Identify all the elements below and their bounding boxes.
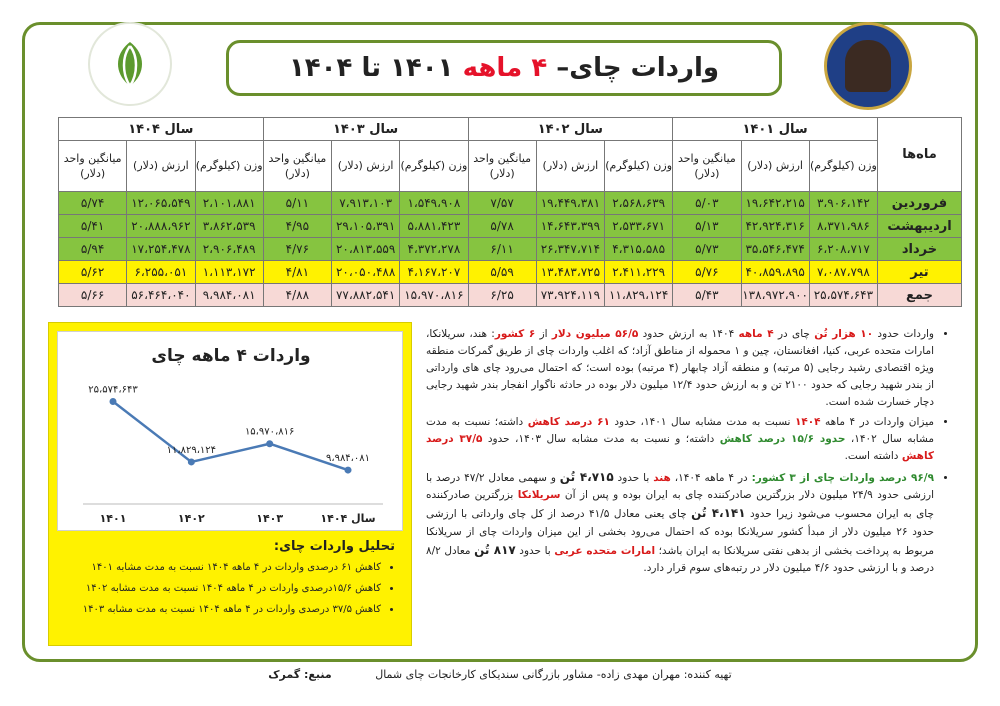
paragraph-comparison: • میزان واردات در ۴ ماهه ۱۴۰۴ نسبت به مدت مشابه سال ۱۴۰۱، حدود ۶۱ درصد کاهش داشته؛ نسبت به مدت مشابه سال ۱۴۰۲، حدود ۱۵/۶ درصد کاهش داشته؛ و نسبت به مدت مشابه سال ۱۴۰۳، حدود ۳۷/۵ درصد کاهش داشته است. xyxy=(426,414,934,465)
table-cell: ۱،۱۱۳،۱۷۲ xyxy=(195,261,263,284)
table-cell: ۴/۸۱ xyxy=(263,261,331,284)
table-cell: ۵/۶۲ xyxy=(59,261,127,284)
table-cell: ۲،۴۱۱،۲۲۹ xyxy=(605,261,673,284)
analysis-item: • کاهش ۶۱ درصدی واردات در ۴ ماهه ۱۴۰۴ نسبت به مدت مشابه ۱۴۰۱ xyxy=(51,561,381,574)
paragraph-countries: • ۹۶/۹ درصد واردات چای از ۳ کشور: در ۴ ماهه ۱۴۰۴، هند با حدود ۴،۷۱۵ تُن و سهمی معادل ۴۷/۲ درصد با ارزشی حدود ۲۴/۹ میلیون دلار بزرگترین صادرکننده چای به ایران بوده و پس از آن سریلانکا بزرگترین صادرکننده چای به ایران محسوب می‌شود زیرا حدود ۴،۱۴۱ تُن چای یعنی معادل ۴۱/۵ درصد از کل چای وارداتی با ارزشی حدود ۲۶ میلیون دلار از مبدأ کشور سریلانکا بوده که احتمال می‌رود بخشی از این میزان واردات چای از سریلانکا مربوط به پرداخت بخشی از بدهی نفتی سریلانکا به ایران باشد؛ امارات متحده عربی با حدود ۸۱۷ تُن معادل ۸/۲ درصد و با ارزشی حدود ۴/۶ میلیون دلار در رتبه‌های سوم قرار دارد. xyxy=(426,468,934,577)
table-cell: ۷،۹۱۳،۱۰۳ xyxy=(332,192,400,215)
author-portrait xyxy=(845,40,891,92)
data-point xyxy=(110,398,117,405)
table-cell: ۵/۴۳ xyxy=(673,284,741,307)
table-cell: ۵/۷۴ xyxy=(59,192,127,215)
footer xyxy=(0,668,1000,681)
footer-source: منبع: گمرک xyxy=(268,668,332,681)
col-avg: میانگین واحد (دلار) xyxy=(59,141,127,192)
table-cell: ۱،۵۴۹،۹۰۸ xyxy=(400,192,468,215)
footer-author: تهیه کننده: مهران مهدی زاده- مشاور بازرگانی سندیکای کارخانجات چای شمال xyxy=(375,668,732,681)
data-point xyxy=(188,458,195,465)
table-cell: ۴/۹۵ xyxy=(263,215,331,238)
table-cell: ۹،۹۸۴،۰۸۱ xyxy=(195,284,263,307)
year-header-1401: سال ۱۴۰۱ xyxy=(673,118,878,141)
title-suffix: ۱۴۰۱ تا ۱۴۰۴ xyxy=(288,53,454,83)
table-cell: ۵/۷۶ xyxy=(673,261,741,284)
table-cell: ۴/۸۸ xyxy=(263,284,331,307)
table-cell: ۶/۱۱ xyxy=(468,238,536,261)
year-header-1403: سال ۱۴۰۳ xyxy=(263,118,468,141)
col-value: ارزش (دلار) xyxy=(536,141,604,192)
table-cell: ۳،۹۰۶،۱۴۲ xyxy=(809,192,877,215)
x-tick-label: ۱۴۰۲ xyxy=(177,512,205,525)
table-cell: ۵/۷۳ xyxy=(673,238,741,261)
chart-title: واردات ۴ ماهه چای xyxy=(151,346,311,366)
table-cell: ۷،۰۸۷،۷۹۸ xyxy=(809,261,877,284)
table-cell: ۵/۱۳ xyxy=(673,215,741,238)
table-cell: ۱۲،۰۶۵،۵۴۹ xyxy=(127,192,195,215)
line-chart xyxy=(58,332,404,532)
paragraph-summary: • واردات حدود ۱۰ هزار تُن چای در ۴ ماهه ۱۴۰۴ به ارزش حدود ۵۶/۵ میلیون دلار از ۶ کشور: هند، سریلانکا، امارات متحده عربی، کنیا، افغانستان، چین و ۱ محموله از مناطق آزاد؛ که اغلب واردات چای از طریق گمرکات منطقه ویژه اقتصادی رشید رجایی (۵ مرتبه) و منطقه آزاد چابهار (۴ مرتبه) بوده است؛ که احتمال می‌رود چای های وارداتی از بندر شهید رجایی که حدود ۲۱۰۰ تن و به ارزش حدود ۱۲/۴ میلیون دلار بوده در حادثه ناگوار انفجار بندر شهید رجایی دچار خسارت شده است. xyxy=(426,326,934,411)
table-cell: ۴،۱۶۷،۲۰۷ xyxy=(400,261,468,284)
table-cell: ۲،۵۳۳،۶۷۱ xyxy=(605,215,673,238)
line-chart-card xyxy=(57,331,403,531)
month-cell: فروردین xyxy=(878,192,962,215)
description-text xyxy=(426,326,950,580)
x-tick-label: ۱۴۰۱ xyxy=(99,512,127,525)
tea-leaf-icon xyxy=(100,34,160,94)
table-row xyxy=(59,192,962,215)
table-cell: ۸،۳۷۱،۹۸۶ xyxy=(809,215,877,238)
table-cell: ۵،۸۸۱،۴۲۳ xyxy=(400,215,468,238)
table-cell: ۲۹،۱۰۵،۳۹۱ xyxy=(332,215,400,238)
data-label: ۹،۹۸۴،۰۸۱ xyxy=(325,453,371,465)
table-cell: ۴،۳۱۵،۵۸۵ xyxy=(605,238,673,261)
col-value: ارزش (دلار) xyxy=(127,141,195,192)
table-cell: ۴،۳۷۲،۲۷۸ xyxy=(400,238,468,261)
table-cell: ۱۹،۴۴۹،۳۸۱ xyxy=(536,192,604,215)
col-weight: وزن (کیلوگرم) xyxy=(195,141,263,192)
analysis-item: • کاهش ۱۵/۶درصدی واردات در ۴ ماهه ۱۴۰۴ نسبت به مدت مشابه ۱۴۰۲ xyxy=(51,582,381,595)
table-cell: ۵/۴۱ xyxy=(59,215,127,238)
title-prefix: واردات چای– xyxy=(556,53,720,83)
series-line xyxy=(113,401,348,470)
col-weight: وزن (کیلوگرم) xyxy=(605,141,673,192)
month-cell: اردیبهشت xyxy=(878,215,962,238)
table-cell: ۳،۸۶۲،۵۳۹ xyxy=(195,215,263,238)
table-cell: ۴۲،۹۲۴،۳۱۶ xyxy=(741,215,809,238)
table-cell: ۱۴،۶۴۳،۳۹۹ xyxy=(536,215,604,238)
chart-panel xyxy=(48,322,412,646)
table-cell: ۱۳،۴۸۳،۷۲۵ xyxy=(536,261,604,284)
table-cell: ۶،۲۰۸،۷۱۷ xyxy=(809,238,877,261)
col-avg: میانگین واحد (دلار) xyxy=(468,141,536,192)
col-value: ارزش (دلار) xyxy=(332,141,400,192)
month-cell: تیر xyxy=(878,261,962,284)
col-avg: میانگین واحد (دلار) xyxy=(673,141,741,192)
table-cell: ۱۷،۲۵۴،۴۷۸ xyxy=(127,238,195,261)
month-cell: خرداد xyxy=(878,238,962,261)
table-cell: ۵/۰۳ xyxy=(673,192,741,215)
page-title xyxy=(226,40,782,96)
data-point xyxy=(345,467,352,474)
tea-import-table xyxy=(58,117,962,307)
analysis-item: • کاهش ۳۷/۵ درصدی واردات در ۴ ماهه ۱۴۰۴ نسبت به مدت مشابه ۱۴۰۳ xyxy=(51,603,381,616)
x-tick-label: سال ۱۴۰۴ xyxy=(320,512,376,525)
table-cell: ۲۵،۵۷۴،۶۴۳ xyxy=(809,284,877,307)
table-cell: ۴۰،۸۵۹،۸۹۵ xyxy=(741,261,809,284)
col-weight: وزن (کیلوگرم) xyxy=(400,141,468,192)
table-cell: ۲۶،۳۴۷،۷۱۴ xyxy=(536,238,604,261)
table-cell: ۵/۹۴ xyxy=(59,238,127,261)
x-tick-label: ۱۴۰۳ xyxy=(256,512,284,525)
table-cell: ۶/۲۵ xyxy=(468,284,536,307)
tea-syndicate-logo xyxy=(88,22,172,106)
col-avg: میانگین واحد (دلار) xyxy=(263,141,331,192)
table-cell: ۱۵،۹۷۰،۸۱۶ xyxy=(400,284,468,307)
table-cell: ۲۰،۰۵۰،۴۸۸ xyxy=(332,261,400,284)
table-cell: ۷۳،۹۲۴،۱۱۹ xyxy=(536,284,604,307)
table-cell: ۳۵،۵۴۶،۴۷۴ xyxy=(741,238,809,261)
table-cell: ۵۶،۴۶۴،۰۴۰ xyxy=(127,284,195,307)
table-row xyxy=(59,215,962,238)
table-cell: ۵/۷۸ xyxy=(468,215,536,238)
table-cell: ۵/۱۱ xyxy=(263,192,331,215)
analysis-title: تحلیل واردات چای: xyxy=(273,539,395,554)
table-cell: ۱۹،۶۴۲،۲۱۵ xyxy=(741,192,809,215)
author-avatar xyxy=(824,22,912,110)
table-cell: ۱۳۸،۹۷۲،۹۰۰ xyxy=(741,284,809,307)
table-cell: ۲۰،۸۸۸،۹۶۲ xyxy=(127,215,195,238)
data-label: ۱۵،۹۷۰،۸۱۶ xyxy=(244,426,295,438)
table-cell: ۲،۱۰۱،۸۸۱ xyxy=(195,192,263,215)
table-row xyxy=(59,284,962,307)
col-weight: وزن (کیلوگرم) xyxy=(809,141,877,192)
data-label: ۱۱،۸۲۹،۱۲۴ xyxy=(166,444,217,456)
col-value: ارزش (دلار) xyxy=(741,141,809,192)
table-cell: ۲،۵۶۸،۶۳۹ xyxy=(605,192,673,215)
table-row xyxy=(59,238,962,261)
data-label: ۲۵،۵۷۴،۶۴۳ xyxy=(88,384,138,396)
year-header-1404: سال ۱۴۰۴ xyxy=(59,118,264,141)
table-row xyxy=(59,261,962,284)
table-cell: ۲۰،۸۱۳،۵۵۹ xyxy=(332,238,400,261)
data-point xyxy=(266,440,273,447)
analysis-list xyxy=(51,561,395,624)
table-cell: ۴/۷۶ xyxy=(263,238,331,261)
table-cell: ۷۷،۸۸۲،۵۴۱ xyxy=(332,284,400,307)
table-cell: ۷/۵۷ xyxy=(468,192,536,215)
table-cell: ۱۱،۸۲۹،۱۲۴ xyxy=(605,284,673,307)
table-cell: ۵/۶۶ xyxy=(59,284,127,307)
table-cell: ۵/۵۹ xyxy=(468,261,536,284)
month-header: ماه‌ها xyxy=(878,118,962,192)
table-cell: ۲،۹۰۶،۴۸۹ xyxy=(195,238,263,261)
month-cell: جمع xyxy=(878,284,962,307)
title-highlight: ۴ ماهه xyxy=(462,53,548,83)
year-header-1402: سال ۱۴۰۲ xyxy=(468,118,673,141)
table-cell: ۶،۲۵۵،۰۵۱ xyxy=(127,261,195,284)
table-body xyxy=(59,192,962,307)
